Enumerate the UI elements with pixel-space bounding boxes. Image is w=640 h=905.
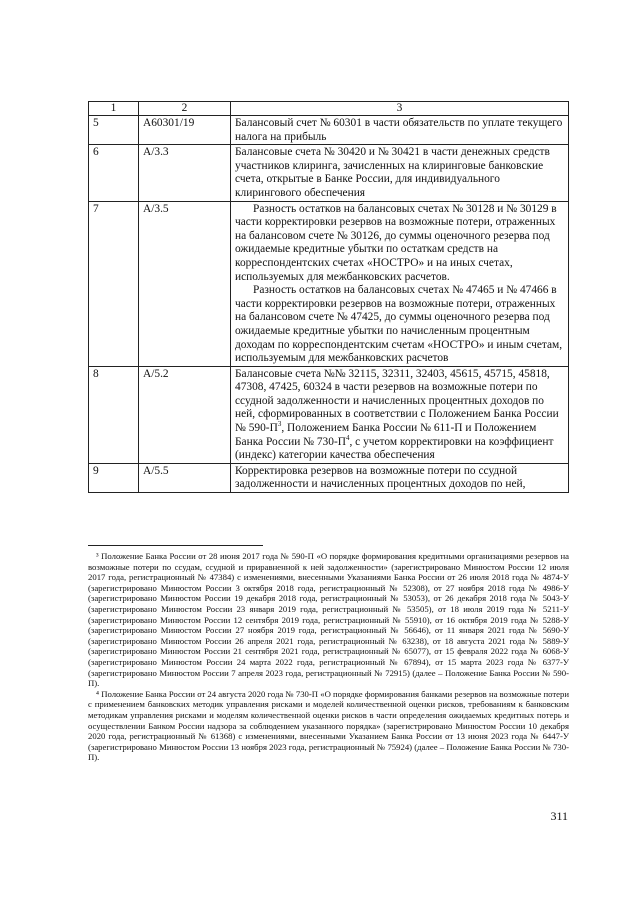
- table-row: [89, 366, 569, 463]
- column-header-3: 3: [231, 102, 569, 116]
- page-number: 311: [550, 809, 568, 823]
- row-description: Балансовые счета № 30420 и № 30421 в части денежных средств участников клиринга, зачисленных на клиринговые банковские счета, открытые в Банке России, для индивидуального клирингового обеспечения: [231, 145, 569, 201]
- accounts-table: [88, 101, 569, 493]
- row-code: А/5.5: [139, 463, 231, 492]
- footnote-separator: [88, 545, 263, 546]
- row-code: А/5.2: [139, 366, 231, 463]
- table-header-row: [89, 102, 569, 116]
- row-text: , Положением Банка России № 611-П и Положением Банка России № 730-П: [235, 422, 537, 448]
- footnotes: [88, 551, 569, 763]
- footnote-3: ³ Положение Банка России от 28 июня 2017 года № 590-П «О порядке формирования кредитными организациями резервов на возможные потери по ссудам, ссудной и приравненной к ней задолженности» (зарегистрировано Минюстом России 12 июля 2017 года, регистрационный № 47384) с изменениями, внесенными Указаниями Банка России от 26 июля 2018 года № 4874-У (зарегистрировано Минюстом России 3 октября 2018 года, регистрационный № 52308), от 27 ноября 2018 года № 4986-У (зарегистрировано Минюстом России 19 декабря 2018 года, регистрационный № 53053), от 26 декабря 2018 года № 5043-У (зарегистрировано Минюстом России 23 января 2019 года, регистрационный № 53505), от 18 июля 2019 года № 5211-У (зарегистрировано Минюстом России 12 сентября 2019 года, регистрационный № 55910), от 16 октября 2019 года № 5288-У (зарегистрировано Минюстом России 27 ноября 2019 года, регистрационный № 56646), от 11 января 2021 года № 5690-У (зарегистрировано Минюстом России 26 апреля 2021 года, регистрационный № 63238), от 18 августа 2021 года № 5889-У (зарегистрировано Минюстом России 21 сентября 2021 года, регистрационный № 65077), от 15 февраля 2022 года № 6068-У (зарегистрировано Минюстом России 24 марта 2022 года, регистрационный № 67894), от 15 марта 2023 года № 6377-У (зарегистрировано Минюстом России 7 апреля 2023 года, регистрационный № 72915) (далее – Положение Банка России № 590-П).: [88, 551, 569, 689]
- row-text: Балансовые счета №№ 32115, 32311, 32403, 45615, 45715, 45818, 47308, 47425, 60324 в части резервов на возможные потери по ссудной задолженности и начисленных процентных доходов по ней, сформированных в соответствии с Положением Банка России № 590-П: [235, 367, 559, 435]
- footnote-ref-4: 4: [345, 433, 350, 442]
- row-description: [231, 366, 569, 463]
- row-description: Корректировка резервов на возможные потери по ссудной задолженности и начисленных процентных доходов по ней,: [231, 463, 569, 492]
- column-header-1: 1: [89, 102, 139, 116]
- row-description: Балансовый счет № 60301 в части обязательств по уплате текущего налога на прибыль: [231, 116, 569, 145]
- footnote-ref-3: 3: [277, 420, 282, 429]
- table-row: [89, 145, 569, 201]
- row-number: 6: [89, 145, 139, 201]
- row-number: 7: [89, 201, 139, 366]
- table-row: [89, 201, 569, 366]
- column-header-2: 2: [139, 102, 231, 116]
- footnote-4: ⁴ Положение Банка России от 24 августа 2020 года № 730-П «О порядке формирования банками резервов на возможные потери с применением банковских методик управления рисками и моделей количественной оценки рисков, требованиям к банковским методикам управления рисками и моделям количественной оценки рисков в части определения ожидаемых кредитных потерь и осуществлении Банком России надзора за соблюдением указанного порядка» (зарегистрировано Минюстом России 10 декабря 2020 года, регистрационный № 61368) с изменениями, внесенными Указанием Банка России от 13 июня 2023 года № 6447-У (зарегистрировано Минюстом России 13 ноября 2023 года, регистрационный № 75924) (далее – Положение Банка России № 730-П).: [88, 688, 569, 763]
- row-number: 9: [89, 463, 139, 492]
- row-number: 5: [89, 116, 139, 145]
- row-code: А60301/19: [139, 116, 231, 145]
- row-text: , с учетом корректировки на коэффициент (индекс) категории качества обеспечения: [235, 435, 554, 462]
- row-code: А/3.5: [139, 201, 231, 366]
- table-row: [89, 116, 569, 145]
- row-description: [231, 201, 569, 366]
- row-number: 8: [89, 366, 139, 463]
- table-row: [89, 463, 569, 492]
- row-paragraph: Разность остатков на балансовых счетах № 30128 и № 30129 в части корректировки резервов на возможные потери, отраженных на балансовом счете № 30126, до суммы оценочного резерва под ожидаемые кредитные убытки по остаткам средств на корреспондентских счетах «НОСТРО» и на иных счетах, используемых для межбанковских расчетов.: [235, 202, 557, 283]
- row-code: А/3.3: [139, 145, 231, 201]
- row-paragraph: Разность остатков на балансовых счетах № 47465 и № 47466 в части корректировки резервов на возможные потери, отраженных на балансовом счете № 47425, до суммы оценочного резерва под ожидаемые кредитные убытки по начисленным процентным доходам по корреспондентским счетам «НОСТРО» и иным счетам, используемым для межбанковских расчетов: [235, 284, 563, 365]
